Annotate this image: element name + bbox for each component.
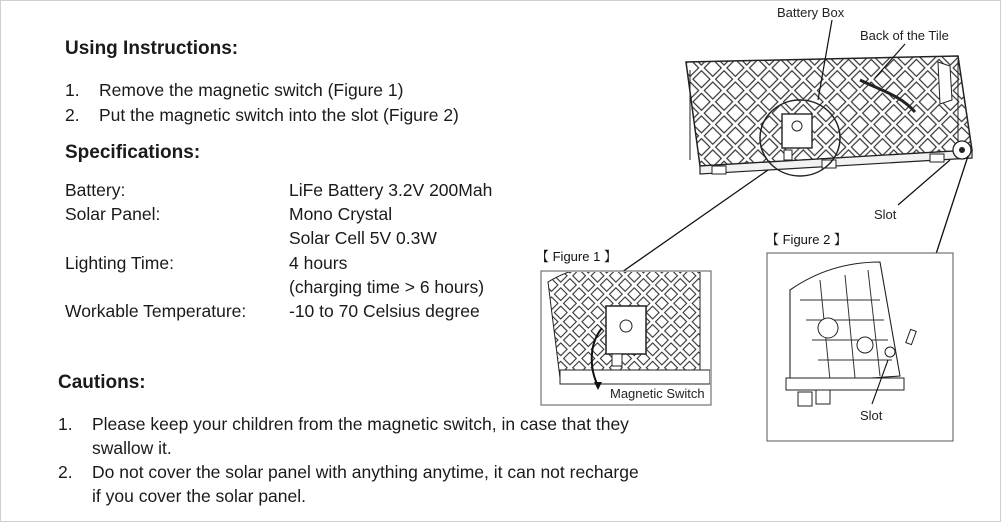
step-text: Put the magnetic switch into the slot (Figure 2) [99, 105, 459, 125]
battery-box-label: Battery Box [777, 5, 845, 20]
caution-1-line-2: swallow it. [92, 438, 172, 458]
figure1-title: 【 Figure 1 】 [536, 249, 617, 264]
spec-solar-value-2: Solar Cell 5V 0.3W [289, 228, 437, 248]
spec-lighting-value-2: (charging time > 6 hours) [289, 277, 485, 297]
slot-label-bottom: Slot [860, 408, 883, 423]
figure2-title: 【 Figure 2 】 [766, 232, 847, 247]
magnetic-switch-label: Magnetic Switch [610, 386, 705, 401]
step-text: Remove the magnetic switch (Figure 1) [99, 80, 404, 100]
spec-solar-value-1: Mono Crystal [289, 204, 393, 224]
figure2-connector [936, 156, 968, 254]
spec-solar-label: Solar Panel: [65, 204, 161, 224]
caution-text: Please keep your children from the magnetic switch, in case that they [92, 414, 629, 434]
caution-2-line-2: if you cover the solar panel. [92, 486, 307, 506]
spec-battery-label: Battery: [65, 180, 126, 200]
spec-temperature-label: Workable Temperature: [65, 301, 247, 321]
specifications-heading: Specifications: [65, 142, 201, 163]
step-number: 2. [65, 105, 80, 125]
spec-temperature-value: -10 to 70 Celsius degree [289, 301, 480, 321]
slot-leader [898, 160, 950, 205]
tile-back-illustration [686, 56, 972, 174]
caution-number: 2. [58, 462, 73, 482]
figure1-connector [622, 170, 768, 272]
cautions-heading: Cautions: [58, 372, 146, 393]
slot-label-top: Slot [874, 207, 897, 222]
back-of-tile-label: Back of the Tile [860, 28, 949, 43]
spec-lighting-value-1: 4 hours [289, 253, 348, 273]
spec-battery-value: LiFe Battery 3.2V 200Mah [289, 180, 493, 200]
using-instructions-heading: Using Instructions: [65, 38, 239, 59]
spec-lighting-label: Lighting Time: [65, 253, 174, 273]
step-number: 1. [65, 80, 80, 100]
caution-number: 1. [58, 414, 73, 434]
figure1-illustration [548, 262, 710, 390]
caution-text: Do not cover the solar panel with anything anytime, it can not recharge [92, 462, 639, 482]
